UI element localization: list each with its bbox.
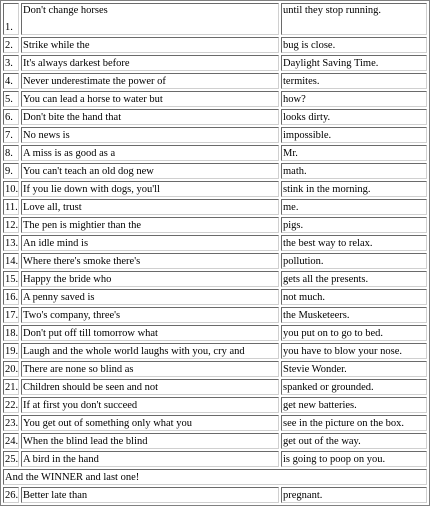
row-number: 2. — [3, 37, 19, 53]
proverb-ending: gets all the presents. — [281, 271, 427, 287]
table-row — [3, 451, 427, 467]
table-row — [3, 199, 427, 215]
row-number: 17. — [3, 307, 19, 323]
proverb-start: If you lie down with dogs, you'll — [21, 181, 279, 197]
proverb-start: You can lead a horse to water but — [21, 91, 279, 107]
proverb-ending: pigs. — [281, 217, 427, 233]
proverb-ending: is going to poop on you. — [281, 451, 427, 467]
winner-banner: And the WINNER and last one! — [3, 469, 427, 485]
proverb-start: There are none so blind as — [21, 361, 279, 377]
table-row — [3, 325, 427, 341]
row-number: 11. — [3, 199, 19, 215]
proverb-start: Strike while the — [21, 37, 279, 53]
proverb-ending: Stevie Wonder. — [281, 361, 427, 377]
table-row — [3, 91, 427, 107]
table-row — [3, 343, 427, 359]
table-row — [3, 235, 427, 251]
proverb-start: You can't teach an old dog new — [21, 163, 279, 179]
proverb-start: An idle mind is — [21, 235, 279, 251]
row-number: 16. — [3, 289, 19, 305]
table-row — [3, 217, 427, 233]
row-number: 8. — [3, 145, 19, 161]
proverb-ending: the best way to relax. — [281, 235, 427, 251]
proverbs-table-body — [3, 3, 427, 503]
proverb-start: It's always darkest before — [21, 55, 279, 71]
proverb-ending: termites. — [281, 73, 427, 89]
proverb-ending: not much. — [281, 289, 427, 305]
proverb-ending: math. — [281, 163, 427, 179]
proverb-ending: get new batteries. — [281, 397, 427, 413]
row-number: 3. — [3, 55, 19, 71]
proverb-start: Children should be seen and not — [21, 379, 279, 395]
proverb-ending: see in the picture on the box. — [281, 415, 427, 431]
proverb-start: You get out of something only what you — [21, 415, 279, 431]
proverb-ending: how? — [281, 91, 427, 107]
table-row — [3, 3, 427, 35]
banner-row — [3, 469, 427, 485]
proverb-start: Don't bite the hand that — [21, 109, 279, 125]
row-number: 10. — [3, 181, 19, 197]
proverb-ending: me. — [281, 199, 427, 215]
table-row — [3, 307, 427, 323]
proverb-ending: until they stop running. — [281, 3, 427, 35]
table-row — [3, 73, 427, 89]
table-row — [3, 289, 427, 305]
row-number: 23. — [3, 415, 19, 431]
proverb-ending: Mr. — [281, 145, 427, 161]
proverb-ending: spanked or grounded. — [281, 379, 427, 395]
proverb-ending: you have to blow your nose. — [281, 343, 427, 359]
proverb-start: Don't change horses — [21, 3, 279, 35]
row-number: 22. — [3, 397, 19, 413]
row-number: 21. — [3, 379, 19, 395]
row-number: 7. — [3, 127, 19, 143]
proverb-ending: you put on to go to bed. — [281, 325, 427, 341]
table-row — [3, 397, 427, 413]
proverb-ending: the Musketeers. — [281, 307, 427, 323]
table-row — [3, 253, 427, 269]
proverb-ending: pollution. — [281, 253, 427, 269]
proverb-start: A miss is as good as a — [21, 145, 279, 161]
table-row — [3, 145, 427, 161]
row-number: 9. — [3, 163, 19, 179]
proverb-start: Never underestimate the power of — [21, 73, 279, 89]
table-row — [3, 379, 427, 395]
proverb-start: A bird in the hand — [21, 451, 279, 467]
proverb-ending: stink in the morning. — [281, 181, 427, 197]
proverb-ending: Daylight Saving Time. — [281, 55, 427, 71]
table-row — [3, 37, 427, 53]
table-row — [3, 55, 427, 71]
proverb-start: Happy the bride who — [21, 271, 279, 287]
table-row — [3, 487, 427, 503]
proverb-start: Love all, trust — [21, 199, 279, 215]
row-number: 6. — [3, 109, 19, 125]
table-row — [3, 361, 427, 377]
table-row — [3, 127, 427, 143]
proverb-start: When the blind lead the blind — [21, 433, 279, 449]
row-number: 12. — [3, 217, 19, 233]
table-row — [3, 415, 427, 431]
table-row — [3, 433, 427, 449]
proverb-start: Where there's smoke there's — [21, 253, 279, 269]
table-row — [3, 109, 427, 125]
table-row — [3, 271, 427, 287]
proverb-start: Two's company, three's — [21, 307, 279, 323]
proverb-start: The pen is mightier than the — [21, 217, 279, 233]
row-number: 15. — [3, 271, 19, 287]
proverb-start: No news is — [21, 127, 279, 143]
proverb-start: Better late than — [21, 487, 279, 503]
table-row — [3, 181, 427, 197]
row-number: 13. — [3, 235, 19, 251]
row-number: 4. — [3, 73, 19, 89]
proverb-ending: bug is close. — [281, 37, 427, 53]
proverb-start: If at first you don't succeed — [21, 397, 279, 413]
proverb-start: Laugh and the whole world laughs with you, cry and — [21, 343, 279, 359]
row-number: 20. — [3, 361, 19, 377]
row-number: 18. — [3, 325, 19, 341]
proverb-start: A penny saved is — [21, 289, 279, 305]
row-number: 14. — [3, 253, 19, 269]
row-number: 5. — [3, 91, 19, 107]
table-row — [3, 163, 427, 179]
proverb-ending: pregnant. — [281, 487, 427, 503]
row-number: 25. — [3, 451, 19, 467]
proverb-start: Don't put off till tomorrow what — [21, 325, 279, 341]
proverb-ending: get out of the way. — [281, 433, 427, 449]
row-number: 26. — [3, 487, 19, 503]
proverb-ending: impossible. — [281, 127, 427, 143]
row-number: 24. — [3, 433, 19, 449]
row-number: 19. — [3, 343, 19, 359]
proverb-ending: looks dirty. — [281, 109, 427, 125]
row-number: 1. — [3, 3, 19, 35]
